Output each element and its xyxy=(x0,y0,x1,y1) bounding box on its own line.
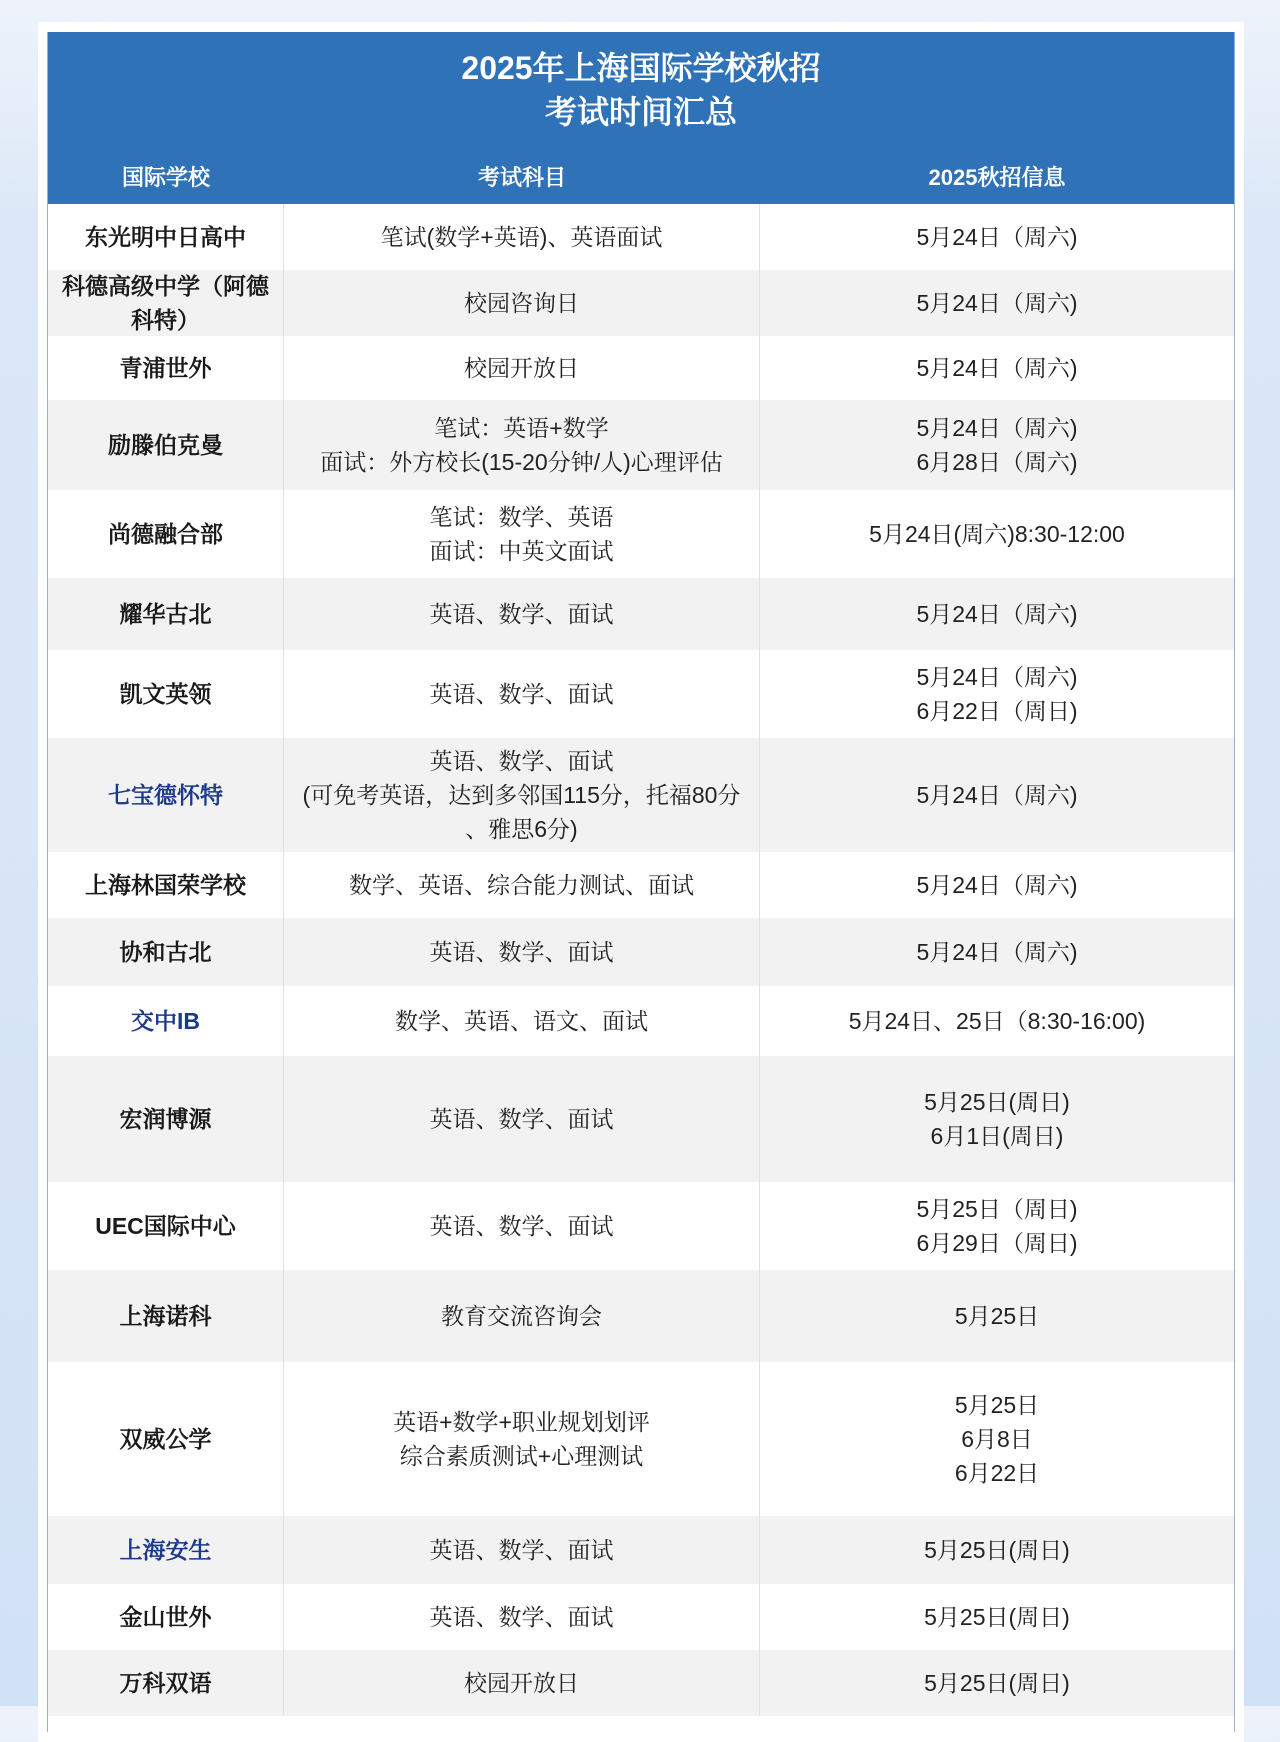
exam-subject: 英语+数学+职业规划划评 综合素质测试+心理测试 xyxy=(284,1362,760,1516)
table-row xyxy=(48,1516,1234,1584)
exam-subject: 英语、数学、面试 xyxy=(284,650,760,738)
exam-date: 5月24日（周六) 6月28日（周六) xyxy=(916,415,1078,475)
exam-subject: 校园开放日 xyxy=(284,1650,760,1716)
exam-schedule-table xyxy=(47,32,1235,1732)
exam-date: 5月25日(周日) xyxy=(924,1670,1070,1696)
school-name: 科德高级中学（阿德 科特） xyxy=(48,270,284,336)
exam-subject: 笔试：数学、英语 面试：中英文面试 xyxy=(284,490,760,578)
title-line-1: 2025年上海国际学校秋招 xyxy=(461,50,821,86)
table-row xyxy=(48,490,1234,578)
table-row xyxy=(48,1362,1234,1516)
school-name: 上海安生 xyxy=(48,1516,284,1584)
exam-subject: 教育交流咨询会 xyxy=(284,1270,760,1362)
school-name: 青浦世外 xyxy=(48,336,284,400)
school-name: 尚德融合部 xyxy=(48,490,284,578)
column-header-subject: 考试科目 xyxy=(477,165,566,190)
exam-date: 5月25日(周日) xyxy=(924,1604,1070,1630)
school-name: 耀华古北 xyxy=(48,578,284,650)
table-row xyxy=(48,986,1234,1056)
table-row xyxy=(48,336,1234,400)
exam-date: 5月24日（周六) xyxy=(916,939,1078,965)
exam-date: 5月25日 6月8日 6月22日 xyxy=(954,1392,1040,1486)
table-row xyxy=(48,852,1234,918)
school-name: 宏润博源 xyxy=(48,1056,284,1182)
table-row xyxy=(48,1056,1234,1182)
school-name: 金山世外 xyxy=(48,1584,284,1650)
exam-subject: 校园开放日 xyxy=(284,336,760,400)
school-name: 东光明中日高中 xyxy=(48,204,284,270)
exam-date: 5月24日（周六) xyxy=(916,290,1078,316)
title-line-2: 考试时间汇总 xyxy=(544,94,737,130)
table-row xyxy=(48,204,1234,270)
school-name: 交中IB xyxy=(48,986,284,1056)
school-name: 七宝德怀特 xyxy=(48,738,284,852)
school-name: 励滕伯克曼 xyxy=(48,400,284,490)
table-header xyxy=(48,32,1234,204)
school-name: UEC国际中心 xyxy=(48,1182,284,1270)
table-row xyxy=(48,918,1234,986)
table-row xyxy=(48,1270,1234,1362)
table-row xyxy=(48,738,1234,852)
school-name: 上海林国荣学校 xyxy=(48,852,284,918)
table-row xyxy=(48,400,1234,490)
exam-subject: 英语、数学、面试 xyxy=(284,918,760,986)
school-name: 上海诺科 xyxy=(48,1270,284,1362)
exam-date: 5月25日(周日) 6月1日(周日) xyxy=(924,1089,1070,1149)
table-row xyxy=(48,1650,1234,1716)
exam-date: 5月24日（周六) xyxy=(916,601,1078,627)
exam-subject: 笔试：英语+数学 面试：外方校长(15-20分钟/人)心理评估 xyxy=(284,400,760,490)
exam-date: 5月25日(周日) xyxy=(924,1537,1070,1563)
exam-subject: 笔试(数学+英语)、英语面试 xyxy=(284,204,760,270)
exam-subject: 英语、数学、面试 xyxy=(284,1182,760,1270)
table-row xyxy=(48,650,1234,738)
exam-subject: 英语、数学、面试 xyxy=(284,578,760,650)
table-row xyxy=(48,1182,1234,1270)
exam-subject: 英语、数学、面试 (可免考英语，达到多邻国115分，托福80分 、雅思6分) xyxy=(284,738,760,852)
exam-date: 5月24日（周六) xyxy=(916,782,1078,808)
table-row xyxy=(48,578,1234,650)
exam-date: 5月24日（周六) 6月22日（周日) xyxy=(916,664,1078,724)
table-row xyxy=(48,270,1234,336)
school-name: 凯文英领 xyxy=(48,650,284,738)
table-title xyxy=(48,46,1234,134)
table-body xyxy=(48,204,1234,1716)
column-header-info: 2025秋招信息 xyxy=(928,165,1066,190)
exam-date: 5月24日（周六) xyxy=(916,355,1078,381)
school-name: 双威公学 xyxy=(48,1362,284,1516)
exam-subject: 数学、英语、语文、面试 xyxy=(284,986,760,1056)
exam-date: 5月25日（周日) 6月29日（周日) xyxy=(916,1196,1078,1256)
school-name: 万科双语 xyxy=(48,1650,284,1716)
exam-date: 5月25日 xyxy=(954,1303,1040,1329)
table-row xyxy=(48,1584,1234,1650)
exam-date: 5月24日(周六)8:30-12:00 xyxy=(869,521,1125,547)
exam-date: 5月24日（周六) xyxy=(916,872,1078,898)
column-header-school: 国际学校 xyxy=(121,165,210,190)
exam-subject: 英语、数学、面试 xyxy=(284,1584,760,1650)
exam-subject: 校园咨询日 xyxy=(284,270,760,336)
exam-date: 5月24日、25日（8:30-16:00) xyxy=(848,1008,1146,1034)
exam-subject: 数学、英语、综合能力测试、面试 xyxy=(284,852,760,918)
exam-date: 5月24日（周六) xyxy=(916,224,1078,250)
school-name: 协和古北 xyxy=(48,918,284,986)
exam-subject: 英语、数学、面试 xyxy=(284,1516,760,1584)
exam-subject: 英语、数学、面试 xyxy=(284,1056,760,1182)
